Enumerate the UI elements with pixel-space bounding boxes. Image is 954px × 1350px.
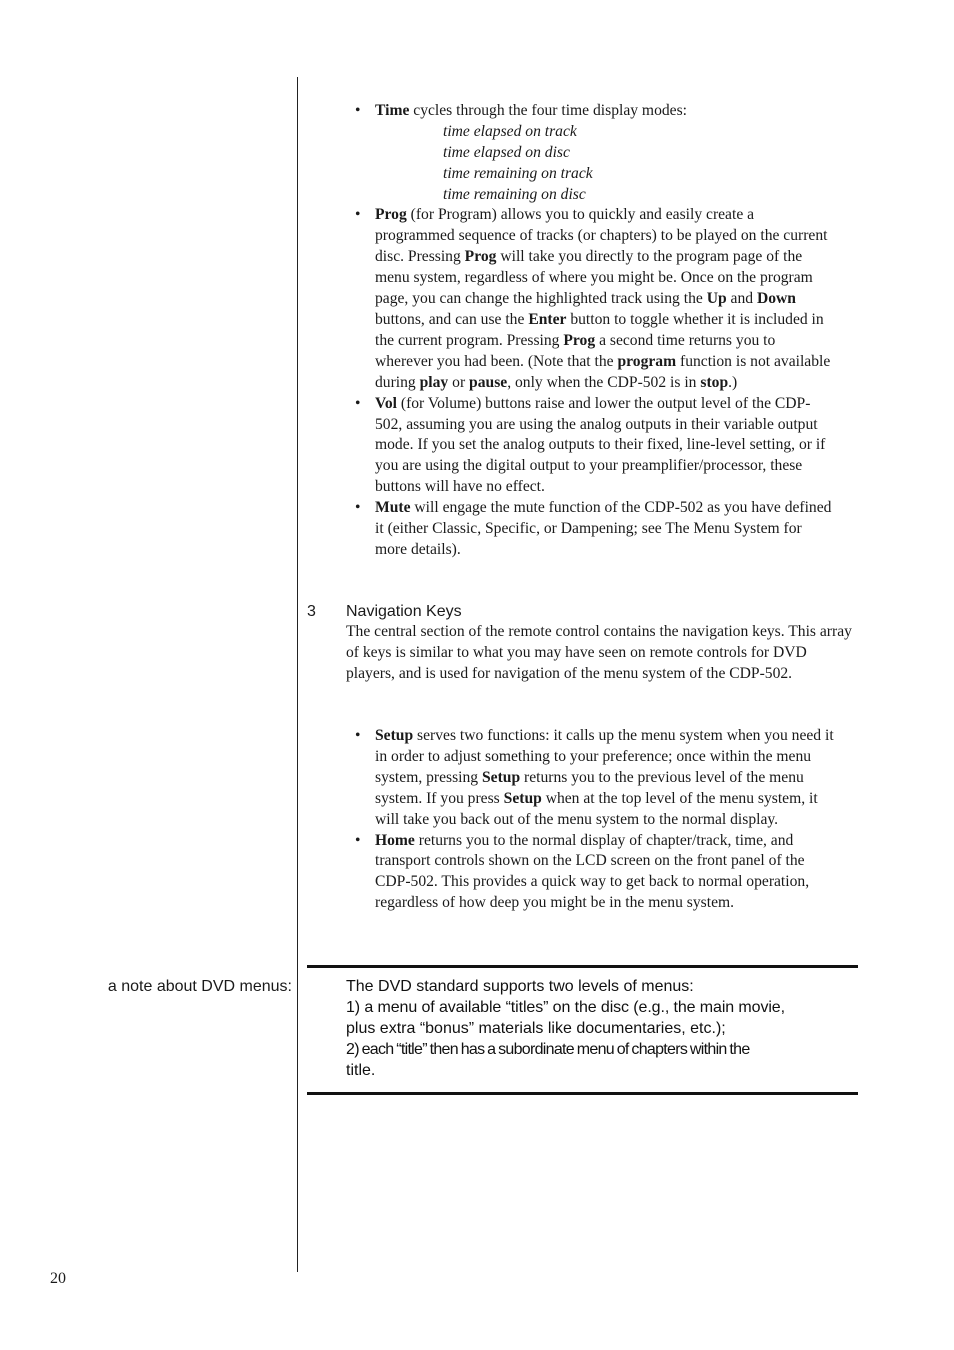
key-ref: play <box>419 373 449 391</box>
key-ref: Setup <box>482 768 521 786</box>
key-ref: Enter <box>528 311 567 328</box>
item-text: a second time returns you to wherever you had been. (Note that the <box>375 331 776 370</box>
key-ref: Up <box>706 290 727 308</box>
item-text: and <box>730 290 754 308</box>
key-ref: Down <box>756 290 796 308</box>
note-line: The DVD standard supports two levels of menus: <box>346 978 694 995</box>
item-text: function is not available during <box>375 352 831 391</box>
item-text: when at the top level of the menu system, it will take you back out of the menu system to the normal display. <box>375 789 818 828</box>
key-name: Vol <box>375 394 397 412</box>
bullet-icon: • <box>355 206 361 224</box>
note-line: title. <box>346 1062 376 1079</box>
list-item-home <box>355 831 835 915</box>
item-text: .) <box>728 373 738 391</box>
section-number: 3 <box>307 603 316 620</box>
list-item-setup <box>355 726 835 831</box>
item-text: (for Volume) buttons raise and lower the output level of the CDP-502, assuming you are using the analog outputs in their variable output mode. If you set the analog outputs to their fixed, line-level setting, or if you are using the digital output to your preamplifier/processor, these buttons will have no effect. <box>375 394 826 496</box>
bullet-icon: • <box>355 727 361 744</box>
note-box <box>346 976 860 1081</box>
item-text: button to toggle whether it is included in the current program. Pressing <box>375 311 824 349</box>
note-line: 1) a menu of available “titles” on the disc (e.g., the main movie, <box>346 999 785 1016</box>
item-text: cycles through the four time display modes: <box>413 102 687 119</box>
list-item-vol <box>355 394 835 499</box>
item-text: , only when the CDP-502 is in <box>507 373 697 391</box>
key-name: Mute <box>375 499 411 517</box>
note-line: plus extra “bonus” materials like documentaries, etc.); <box>346 1020 726 1037</box>
list-item-mute <box>355 498 835 561</box>
time-mode: time elapsed on track <box>443 122 577 140</box>
list-item-prog <box>355 205 835 393</box>
item-text: buttons, and can use the <box>375 311 525 328</box>
time-mode: time remaining on disc <box>443 185 586 203</box>
note-bottom-rule <box>307 1092 858 1095</box>
key-name: Setup <box>375 727 414 744</box>
item-text: (for Program) allows you to quickly and easily create a programmed sequence of tracks (or chapters) to be played on the current disc. Pressing <box>375 206 828 266</box>
item-text: returns you to the normal display of chapter/track, time, and transport controls shown on the LCD screen on the front panel of the CDP-502. This provides a quick way to get back to normal operation, regardless of how deep you might be in the menu system. <box>375 831 810 912</box>
bullet-icon: • <box>355 394 361 412</box>
note-line: 2) each “title” then has a subordinate menu of chapters within the <box>346 1041 750 1058</box>
item-text: will take you directly to the program page of the menu system, regardless of where you might be. Once on the program page, you can change the highlighted track using the <box>375 248 813 308</box>
key-name: Prog <box>375 206 407 224</box>
time-modes-list <box>375 122 835 206</box>
key-ref: Prog <box>563 331 596 349</box>
list-item-time <box>355 101 835 205</box>
item-text: will engage the mute function of the CDP-502 as you have defined it (either Classic, Specific, or Dampening; see The Menu System for more details). <box>375 499 832 558</box>
key-ref: Prog <box>464 248 497 266</box>
key-name: Home <box>375 831 415 849</box>
note-label: a note about DVD menus: <box>107 978 292 995</box>
page-number: 20 <box>50 1270 66 1287</box>
key-ref: program <box>617 352 677 370</box>
note-top-rule <box>307 965 858 968</box>
bullet-icon: • <box>355 102 361 119</box>
time-mode: time remaining on track <box>443 164 593 182</box>
function-keys-list <box>355 101 835 561</box>
key-ref: stop <box>700 373 729 391</box>
section-title: Navigation Keys <box>346 603 462 620</box>
column-divider <box>297 77 298 1272</box>
key-ref: pause <box>469 373 508 391</box>
key-ref: Setup <box>503 789 542 807</box>
key-name: Time <box>375 102 410 119</box>
item-text: returns you to the previous level of the menu system. If you press <box>375 768 804 807</box>
section-intro: The central section of the remote control contains the navigation keys. This array of keys is similar to what you may have seen on remote controls for DVD players, and is used for navigation of the menu system of the CDP-502. <box>346 623 852 682</box>
time-mode: time elapsed on disc <box>443 143 570 161</box>
item-text: serves two functions: it calls up the menu system when you need it in order to adjust something to your preference; once within the menu system, pressing <box>375 727 834 786</box>
bullet-icon: • <box>355 831 361 849</box>
bullet-icon: • <box>355 499 361 517</box>
navigation-keys-list <box>355 726 835 914</box>
item-text: or <box>452 373 466 391</box>
